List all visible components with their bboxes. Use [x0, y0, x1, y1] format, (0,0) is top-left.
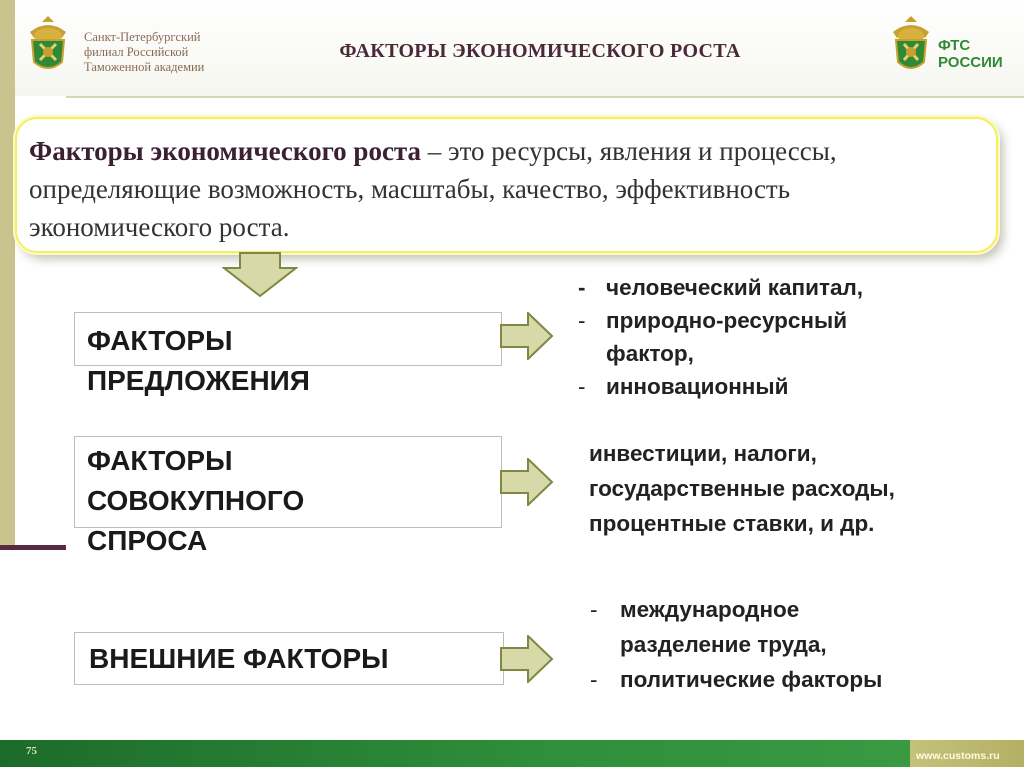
list-dash: -: [578, 308, 586, 333]
fts-emblem-icon: [887, 14, 935, 76]
website-link[interactable]: www.customs.ru: [916, 750, 1000, 762]
page-number: 75: [26, 745, 37, 757]
academy-line: Таможенной академии: [84, 60, 205, 74]
factor-label-line: СОВОКУПНОГО: [87, 485, 305, 516]
left-decor-strip: [0, 0, 15, 545]
list-item-line: государственные расходы,: [589, 476, 895, 501]
list-item-line: человеческий капитал,: [606, 275, 864, 300]
fts-logo-text: [938, 37, 1003, 71]
factor-label-line: СПРОСА: [87, 525, 208, 556]
academy-name: [84, 30, 254, 75]
academy-line: филиал Российской: [84, 45, 189, 59]
list-item-line: инновационный: [606, 374, 789, 399]
list-item-line: инвестиции, налоги,: [589, 441, 817, 466]
supply-factors-list: [570, 271, 1010, 403]
slide-title: ФАКТОРЫ ЭКОНОМИЧЕСКОГО РОСТА: [339, 40, 741, 62]
demand-factors-box: [74, 436, 502, 556]
fts-line: ФТС: [938, 37, 971, 54]
list-dash: -: [578, 275, 586, 300]
list-item: [570, 271, 1010, 304]
list-item: [582, 662, 1002, 697]
footer-bar: [0, 740, 910, 767]
definition-text: – это ресурсы, явления и процессы, определяющие возможность, масштабы, качество, эффективность экономического роста.: [29, 136, 837, 242]
factor-label-line: ФАКТОРЫ: [87, 325, 233, 356]
left-decor-bar: [0, 545, 66, 550]
right-arrow-icon: [500, 635, 554, 683]
list-item: [582, 592, 1002, 662]
definition-term: Факторы экономического роста: [29, 136, 422, 166]
fts-line: РОССИИ: [938, 54, 1003, 71]
list-dash: -: [590, 667, 598, 692]
list-item-line: процентные ставки, и др.: [589, 511, 875, 536]
supply-factors-box: [74, 312, 502, 396]
factor-label-line: ФАКТОРЫ: [87, 445, 233, 476]
demand-factors-list: [589, 436, 1009, 541]
list-item: [570, 370, 1010, 403]
right-arrow-icon: [500, 312, 554, 360]
factor-label-line: ВНЕШНИЕ ФАКТОРЫ: [89, 643, 389, 674]
list-dash: -: [578, 374, 586, 399]
list-item-line: природно-ресурсный: [606, 308, 848, 333]
down-arrow-icon: [222, 252, 298, 298]
list-item-line: фактор,: [606, 341, 694, 366]
right-arrow-icon: [500, 458, 554, 506]
external-factors-box: [74, 632, 504, 685]
factor-label-line: ПРЕДЛОЖЕНИЯ: [87, 365, 310, 396]
academy-line: Санкт-Петербургский: [84, 30, 201, 44]
list-item-line: разделение труда,: [620, 632, 827, 657]
definition-box: [15, 117, 998, 253]
customs-academy-emblem-icon: [22, 14, 74, 76]
header-divider: [66, 96, 1024, 98]
external-factors-list: [582, 592, 1002, 697]
list-item: [570, 304, 1010, 370]
list-item-line: политические факторы: [620, 667, 883, 692]
list-dash: -: [590, 597, 598, 622]
list-item-line: международное: [620, 597, 800, 622]
